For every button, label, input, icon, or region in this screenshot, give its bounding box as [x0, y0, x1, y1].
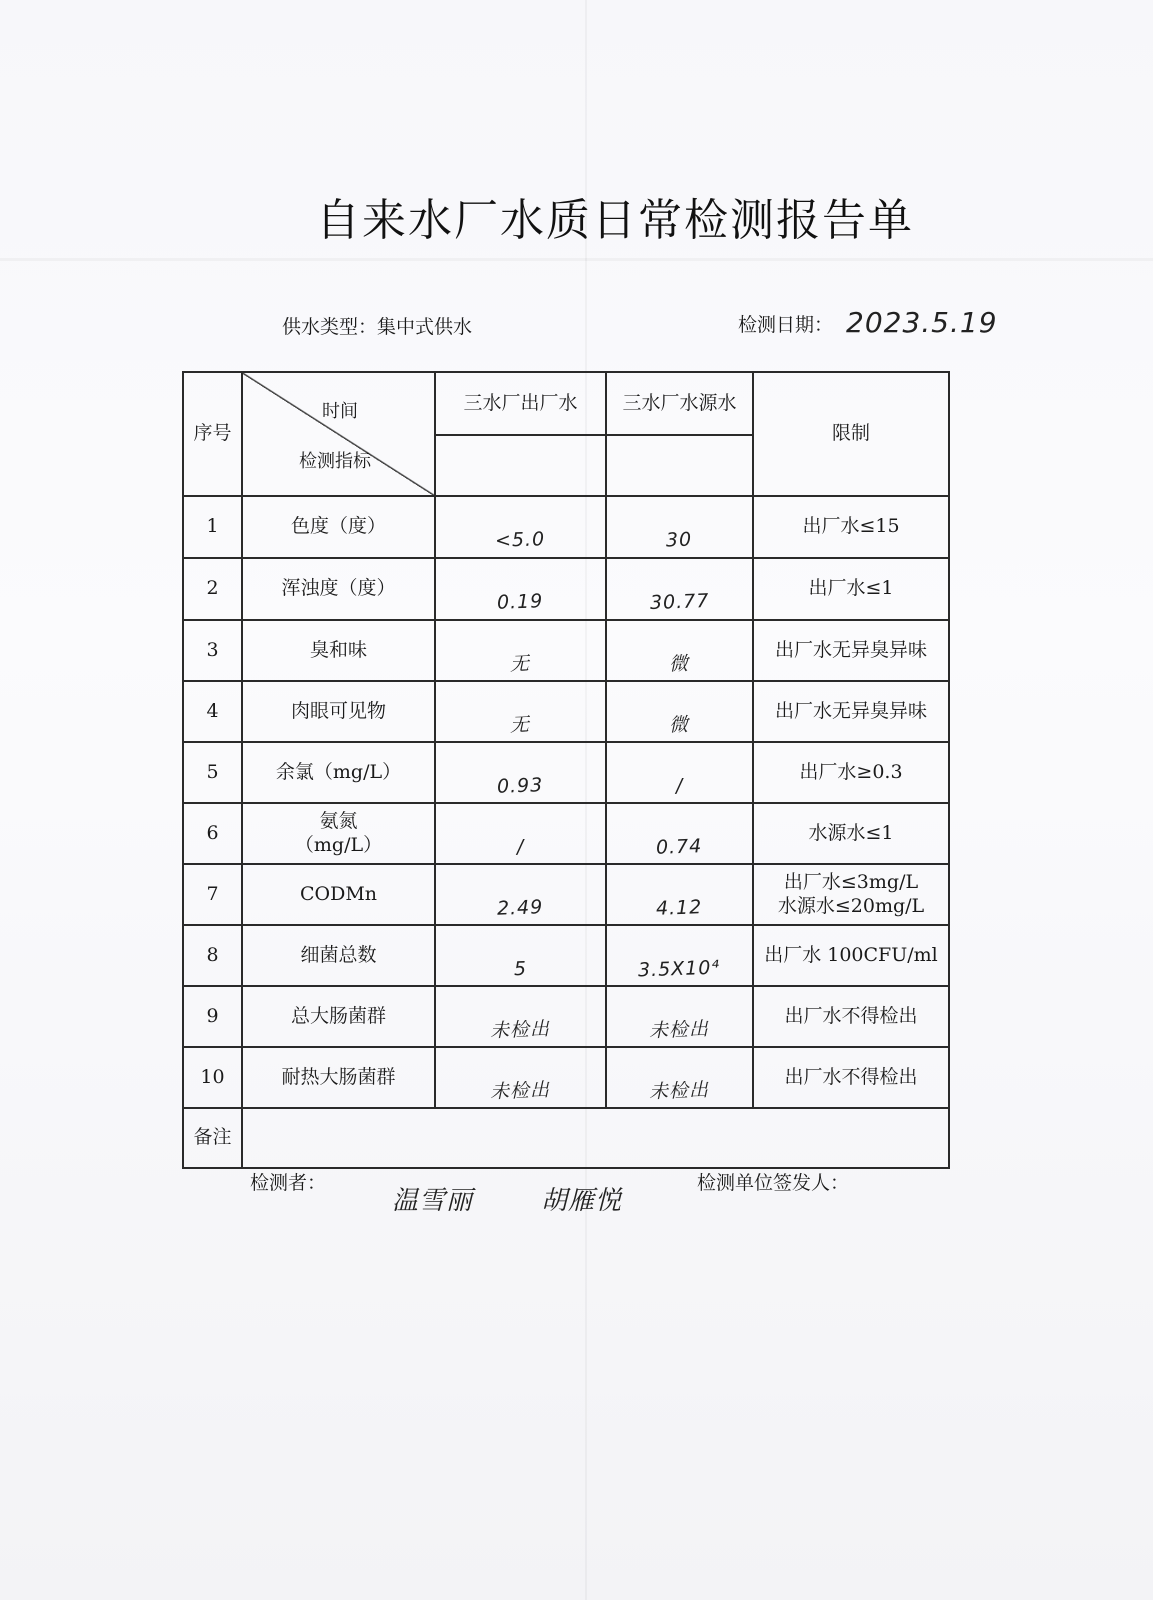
- source-value-cell: [606, 925, 753, 986]
- outlet-value-cell: [435, 681, 606, 742]
- source-value-cell: [606, 864, 753, 925]
- limit-cell: 出厂水≤15: [753, 496, 949, 558]
- seq-cell: 5: [183, 742, 242, 803]
- seq-cell: 7: [183, 864, 242, 925]
- item-cell: 臭和味: [242, 620, 435, 681]
- seq-cell: 8: [183, 925, 242, 986]
- table-row: [183, 681, 949, 742]
- source-value-cell: [606, 620, 753, 681]
- note-label: 备注: [183, 1108, 242, 1168]
- outlet-value-cell: [435, 742, 606, 803]
- signer-label: 检测单位签发人：: [697, 1172, 850, 1194]
- item-cell: 总大肠菌群: [242, 986, 435, 1047]
- col-header-outlet: 三水厂出厂水: [435, 372, 606, 435]
- seq-cell: 2: [183, 558, 242, 620]
- outlet-value-cell: [435, 864, 606, 925]
- diag-top-label: 时间: [322, 401, 358, 422]
- outlet-value-cell-text: /: [516, 835, 525, 858]
- seq-cell: 4: [183, 681, 242, 742]
- item-cell: 色度（度）: [242, 496, 435, 558]
- seq-cell: 6: [183, 803, 242, 864]
- report-table: [182, 371, 950, 1169]
- source-value-cell-text: 未检出: [649, 1078, 710, 1103]
- outlet-value-cell-text: 未检出: [490, 1078, 551, 1103]
- source-value-cell: [606, 986, 753, 1047]
- col-header-source-sub: [606, 435, 753, 496]
- outlet-value-cell-text: 无: [510, 652, 531, 675]
- seq-cell: 1: [183, 496, 242, 558]
- seq-header: 序号: [183, 372, 242, 496]
- seq-cell: 9: [183, 986, 242, 1047]
- source-value-cell-text: /: [675, 774, 684, 797]
- tester-signature: 胡雁悦: [541, 1186, 623, 1216]
- limit-cell: 出厂水无异臭异味: [753, 681, 949, 742]
- limit-cell: 出厂水≤1: [753, 558, 949, 620]
- item-cell: CODMn: [242, 864, 435, 925]
- limit-cell: 水源水≤1: [753, 803, 949, 864]
- source-value-cell-text: 4.12: [655, 895, 703, 920]
- note-value: [242, 1108, 949, 1168]
- item-cell: 细菌总数: [242, 925, 435, 986]
- diagonal-header: [242, 372, 435, 496]
- date-value: 2023.5.19: [846, 306, 998, 339]
- paper-fold: [0, 258, 1153, 261]
- table-row: [183, 986, 949, 1047]
- supply-type-label: 供水类型：: [282, 316, 378, 338]
- tester-label: 检测者：: [250, 1172, 327, 1194]
- outlet-value-cell: [435, 558, 606, 620]
- outlet-value-cell-text: 未检出: [490, 1017, 551, 1042]
- source-value-cell: [606, 496, 753, 558]
- outlet-value-cell: [435, 620, 606, 681]
- outlet-value-cell-text: 5: [513, 957, 528, 980]
- seq-cell: 10: [183, 1047, 242, 1108]
- outlet-value-cell-text: <5.0: [495, 528, 546, 552]
- source-value-cell: [606, 681, 753, 742]
- table-row: [183, 864, 949, 925]
- outlet-value-cell-text: 0.19: [496, 590, 544, 614]
- item-cell: 浑浊度（度）: [242, 558, 435, 620]
- source-value-cell-text: 0.74: [655, 834, 703, 859]
- source-value-cell-text: 30: [665, 528, 693, 552]
- limit-cell: 出厂水不得检出: [753, 986, 949, 1047]
- outlet-value-cell: [435, 1047, 606, 1108]
- item-cell: 耐热大肠菌群: [242, 1047, 435, 1108]
- source-value-cell-text: 微: [669, 652, 690, 675]
- outlet-value-cell: [435, 803, 606, 864]
- limit-cell: 出厂水≤3mg/L 水源水≤20mg/L: [753, 864, 949, 925]
- limit-cell: 出厂水≥0.3: [753, 742, 949, 803]
- supply-type: [282, 312, 472, 339]
- limit-cell: 出厂水不得检出: [753, 1047, 949, 1108]
- outlet-value-cell-text: 2.49: [496, 895, 544, 920]
- item-cell: 氨氮 （mg/L）: [242, 803, 435, 864]
- report-title: 自来水厂水质日常检测报告单: [316, 195, 914, 246]
- table-row: [183, 1047, 949, 1108]
- source-value-cell-text: 30.77: [649, 590, 710, 615]
- source-value-cell: [606, 558, 753, 620]
- outlet-value-cell-text: 无: [510, 713, 531, 736]
- seq-cell: 3: [183, 620, 242, 681]
- outlet-value-cell: [435, 925, 606, 986]
- table-row: [183, 742, 949, 803]
- source-value-cell-text: 微: [669, 713, 690, 736]
- outlet-value-cell-text: 0.93: [496, 773, 544, 798]
- outlet-value-cell: [435, 496, 606, 558]
- source-value-cell-text: 未检出: [649, 1017, 710, 1042]
- supply-type-value: 集中式供水: [377, 316, 473, 338]
- source-value-cell-text: 3.5X10⁴: [638, 956, 721, 982]
- limit-header: 限制: [753, 372, 949, 496]
- table-row: [183, 925, 949, 986]
- limit-cell: 出厂水 100CFU/ml: [753, 925, 949, 986]
- table-row: [183, 496, 949, 558]
- col-header-source: 三水厂水源水: [606, 372, 753, 435]
- outlet-value-cell: [435, 986, 606, 1047]
- table-row: [183, 803, 949, 864]
- item-cell: 余氯（mg/L）: [242, 742, 435, 803]
- tester-signature: 温雪丽: [392, 1186, 474, 1216]
- col-header-outlet-sub: [435, 435, 606, 496]
- diag-bottom-label: 检测指标: [299, 450, 371, 472]
- table-row: [183, 558, 949, 620]
- table-row: [183, 620, 949, 681]
- source-value-cell: [606, 803, 753, 864]
- source-value-cell: [606, 1047, 753, 1108]
- item-cell: 肉眼可见物: [242, 681, 435, 742]
- source-value-cell: [606, 742, 753, 803]
- date-label: 检测日期：: [738, 314, 834, 336]
- limit-cell: 出厂水无异臭异味: [753, 620, 949, 681]
